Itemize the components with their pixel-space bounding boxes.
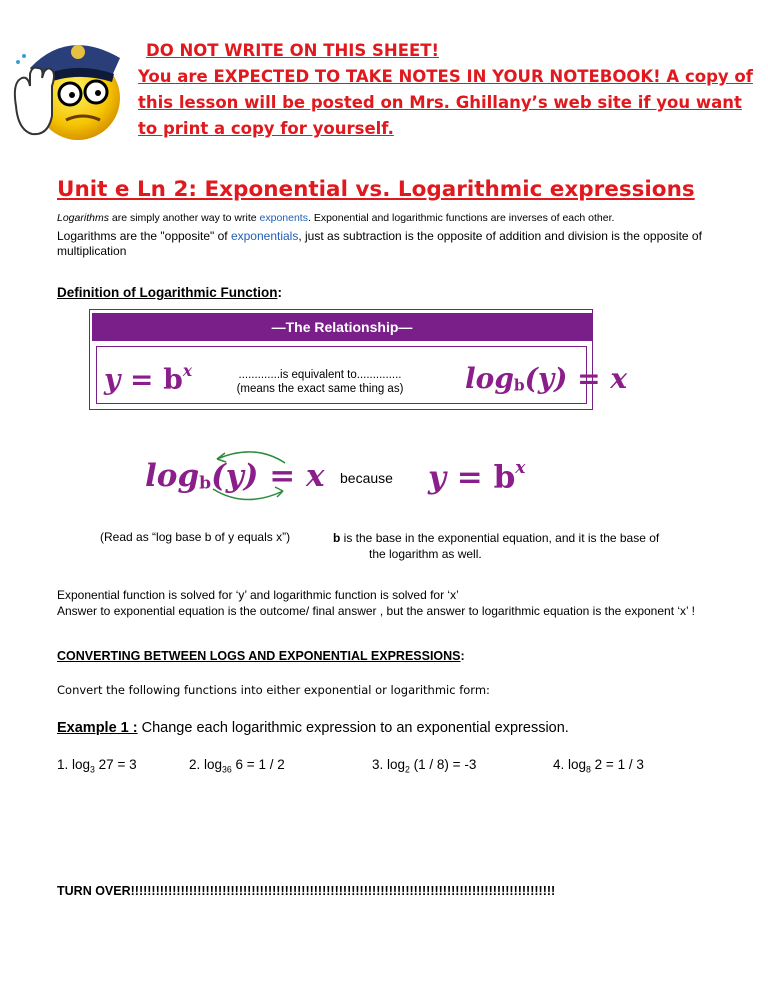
because-label: because (340, 470, 393, 486)
solved-for-note: Exponential function is solved for ‘y’ and logarithmic function is solved for ‘x’ (57, 588, 459, 602)
notice-body: You are EXPECTED TO TAKE NOTES IN YOUR NOTEBOOK! A copy of this lesson will be posted on Mrs. Ghillany’s web site if you want to print a copy for yourself. (138, 67, 753, 138)
exponential-equation: $y = b^x$ (104, 362, 192, 397)
turn-over-note: TURN OVER!!!!!!!!!!!!!!!!!!!!!!!!!!!!!!!!!!!!!!!!!!!!!!!!!!!!!!!!!!!!!!!!!!!!!!!!!!!!!!!!!!!!!!!!!!!!!!!!!!!!!! (57, 884, 556, 898)
problem-2: 2. $\log_{36} 6 = 1 / 2$ (189, 757, 285, 775)
logarithmic-equation: $\log_b(y) = x$ (465, 362, 628, 395)
intro-text: . Exponential and logarithmic functions are inverses of each other. (307, 212, 615, 224)
problem-3: 3. $\log_2 (1 / 8) = -3$ (372, 757, 477, 775)
answer-note: Answer to exponential equation is the outcome/ final answer , but the answer to logarithmic equation is the exponent ‘x’ ! (57, 604, 695, 618)
logarithmic-equation-large: $\log_b(y) = x$ (145, 458, 325, 494)
intro-term-logarithms: Logarithms (57, 212, 109, 224)
equivalence-note: .............is equivalent to.............. (means the exact same thing as) (236, 369, 404, 395)
converting-heading: CONVERTING BETWEEN LOGS AND EXPONENTIAL EXPRESSIONS: (57, 649, 465, 663)
police-emoji-icon (8, 20, 138, 150)
intro-text: Logarithms are the "opposite" of (57, 229, 231, 243)
notice-heading: DO NOT WRITE ON THIS SHEET! (146, 41, 440, 60)
base-note: b is the base in the exponential equation, and it is the base of (333, 531, 660, 545)
page-title: Unit e Ln 2: Exponential vs. Logarithmic expressions (57, 177, 695, 202)
problem-1: 1. $\log_3 27 = 3$ (57, 757, 137, 775)
problem-4: 4. $\log_8 2 = 1 / 3$ (553, 757, 644, 775)
exponential-equation-large: $y = b^x$ (428, 458, 526, 496)
relationship-banner: —The Relationship— (92, 313, 592, 341)
definition-heading: Definition of Logarithmic Function: (57, 285, 282, 300)
base-note-continued: the logarithm as well. (369, 547, 482, 561)
example-1-heading: Example 1 : Change each logarithmic expression to an exponential expression. (57, 720, 569, 736)
intro-line-1 (57, 212, 614, 224)
read-as-note: (Read as “log base b of y equals x”) (100, 530, 291, 544)
exponentials-link[interactable]: exponentials (230, 229, 299, 243)
exponents-link[interactable]: exponents (259, 212, 308, 224)
converting-instructions: Convert the following functions into either exponential or logarithmic form: (57, 683, 490, 697)
intro-text: are simply another way to write (108, 212, 260, 224)
intro-text: , just as subtraction is the opposite of addition and division is the opposite of multiplication (57, 229, 702, 258)
intro-line-2 (57, 229, 737, 259)
